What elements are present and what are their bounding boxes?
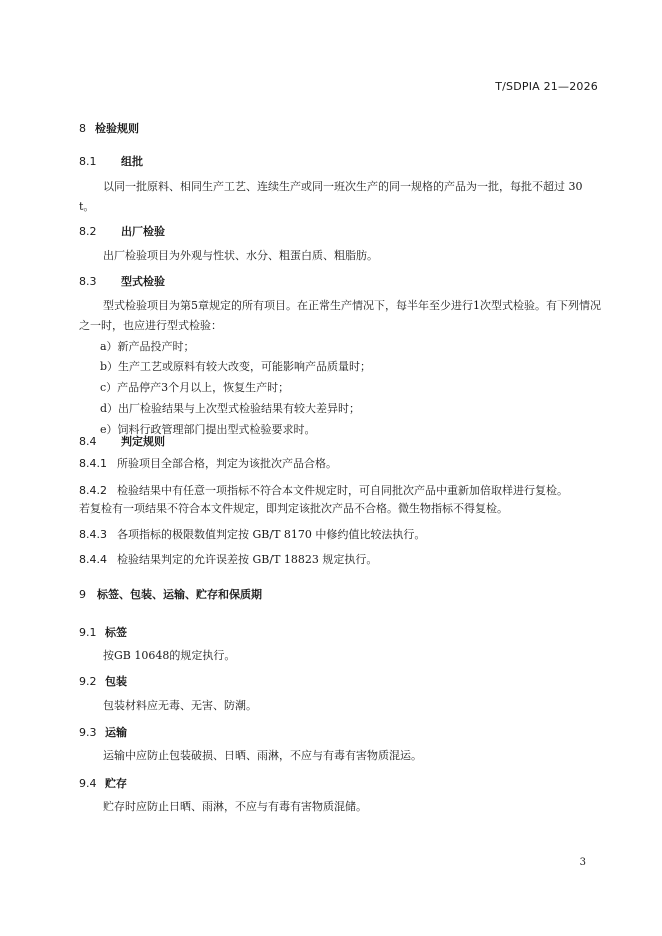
- clause-8-4-4: [79, 549, 377, 571]
- paragraph-line: 以同一批原料、相同生产工艺、连续生产或同一班次生产的同一规格的产品为一批，每批不超过 30: [103, 180, 583, 193]
- clause-number: 8.4.4: [79, 553, 107, 566]
- paragraph-line: 型式检验项目为第5章规定的所有项目。在正常生产情况下，每半年至少进行1次型式检验。有下列情况: [103, 299, 601, 312]
- list-item: c）产品停产3个月以上，恢复生产时；: [100, 381, 290, 394]
- section-9-heading: [79, 586, 262, 602]
- subsection-number: 8.2: [79, 225, 97, 238]
- subsection-9-2-heading: [79, 673, 127, 689]
- subsection-9-3-heading: [79, 724, 127, 740]
- subsection-9-1-heading: [79, 624, 127, 640]
- document-id: T/SDPIA 21—2026: [495, 80, 598, 93]
- clause-8-4-1: [79, 453, 337, 475]
- clause-text: 检验结果判定的允许误差按 GB/T 18823 规定执行。: [117, 553, 378, 566]
- section-number: 8: [79, 122, 86, 135]
- subsection-title: 型式检验: [121, 275, 165, 288]
- clause-text: 所验项目全部合格，判定为该批次产品合格。: [117, 457, 337, 470]
- subsection-8-1-heading: [79, 153, 143, 169]
- section-number: 9: [79, 588, 86, 601]
- subsection-number: 9.3: [79, 726, 97, 739]
- subsection-title: 贮存: [105, 777, 127, 790]
- clause-text: 检验结果中有任意一项指标不符合本文件规定时，可自同批次产品中重新加倍取样进行复检。: [117, 484, 568, 497]
- subsection-title: 出厂检验: [121, 225, 165, 238]
- subsection-8-3-heading: [79, 273, 165, 289]
- paragraph-line: 出厂检验项目为外观与性状、水分、粗蛋白质、粗脂肪。: [103, 249, 378, 262]
- subsection-8-4-heading: [79, 433, 165, 449]
- paragraph-line: 若复检有一项结果不符合本文件规定，即判定该批次产品不合格。微生物指标不得复检。: [79, 502, 508, 515]
- paragraph-line: 运输中应防止包装破损、日晒、雨淋，不应与有毒有害物质混运。: [103, 749, 422, 762]
- clause-number: 8.4.1: [79, 457, 107, 470]
- list-item: d）出厂检验结果与上次型式检验结果有较大差异时；: [100, 402, 361, 415]
- subsection-8-2-heading: [79, 223, 165, 239]
- section-title: 检验规则: [95, 122, 139, 135]
- section-8-heading: [79, 120, 139, 136]
- subsection-number: 8.1: [79, 155, 97, 168]
- paragraph-line: 按GB 10648的规定执行。: [103, 649, 236, 662]
- subsection-title: 标签: [105, 626, 127, 639]
- page-number: 3: [579, 857, 586, 868]
- section-title: 标签、包装、运输、贮存和保质期: [97, 588, 262, 601]
- clause-8-4-3: [79, 524, 425, 546]
- subsection-number: 9.2: [79, 675, 97, 688]
- subsection-number: 9.1: [79, 626, 97, 639]
- paragraph-line: 之一时，也应进行型式检验：: [79, 319, 222, 332]
- subsection-title: 运输: [105, 726, 127, 739]
- subsection-9-4-heading: [79, 775, 127, 791]
- list-item: b）生产工艺或原料有较大改变，可能影响产品质量时；: [100, 360, 372, 373]
- clause-number: 8.4.3: [79, 528, 107, 541]
- paragraph-line: 贮存时应防止日晒、雨淋，不应与有毒有害物质混储。: [103, 800, 367, 813]
- subsection-number: 8.3: [79, 275, 97, 288]
- list-item: a）新产品投产时；: [100, 340, 195, 353]
- clause-number: 8.4.2: [79, 484, 107, 497]
- paragraph-line: 包装材料应无毒、无害、防潮。: [103, 699, 257, 712]
- subsection-number: 8.4: [79, 435, 97, 448]
- subsection-title: 判定规则: [121, 435, 165, 448]
- clause-text: 各项指标的极限数值判定按 GB/T 8170 中修约值比较法执行。: [117, 528, 426, 541]
- subsection-title: 包装: [105, 675, 127, 688]
- paragraph-line: t。: [79, 200, 95, 213]
- subsection-number: 9.4: [79, 777, 97, 790]
- subsection-title: 组批: [121, 155, 143, 168]
- list-item: e）饲料行政管理部门提出型式检验要求时。: [100, 423, 316, 436]
